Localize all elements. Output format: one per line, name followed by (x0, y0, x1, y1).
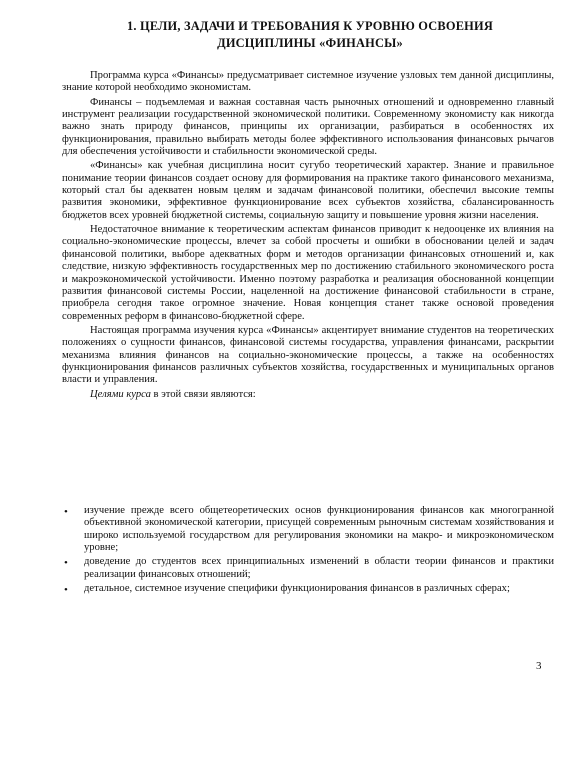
bullet-icon: • (64, 506, 68, 518)
goals-intro-paragraph (62, 389, 554, 401)
section-title-line-1: 1. ЦЕЛИ, ЗАДАЧИ И ТРЕБОВАНИЯ К УРОВНЮ ОСВОЕНИЯ (126, 19, 494, 33)
page-number: 3 (536, 660, 542, 672)
paragraph: Недостаточное внимание к теоретическим аспектам финансов приводит к недооценке их влияния на социально-экономические процессы, влечет за собой просчеты и ошибки в обосновании целей и задач финансовой политики, выборе адекватных форм и методов организации финансовых отношений и, как следствие, низкую эффективность государственных мер по достижению стабильного экономического роста и макроэкономической устойчивости. Именно поэтому разработка и реализация обоснованной концепции развития финансовой системы России, нацеленной на достижение финансовой стабильности в стране, приобрела сегодня такое огромное значение. Новая концепция станет также основой проведения современных реформ в финансово-бюджетной сфере. (62, 224, 554, 322)
list-item-text: изучение прежде всего общетеоретических основ функционирования финансов как многогранной объективной экономической категории, присущей современным рыночным системам хозяйствования и широко используемой государством для регулирования экономики на макро- и микроэкономическом уровне; (84, 505, 554, 554)
paragraph: Программа курса «Финансы» предусматривает системное изучение узловых тем данной дисциплины, знание которой необходимо экономистам. (62, 70, 554, 94)
bullet-icon: • (64, 557, 68, 570)
paragraph: «Финансы» как учебная дисциплина носит сугубо теоретический характер. Знание и правильное понимание теории финансов создает основу для формирования на практике такого финансового механизма, который стал бы адекватен новым целям и задачам финансовой политики, обеспечил высокие темпы развития экономики, эффективное функционирование всех субъектов хозяйства, сбалансированность бюджетов всех уровней бюджетной системы, социальную защиту и повышение уровня жизни населения. (62, 160, 554, 221)
list-item (62, 583, 554, 595)
goals-list (62, 505, 554, 597)
list-item (62, 505, 554, 554)
list-item (62, 556, 554, 581)
list-item-text: доведение до студентов всех принципиальных изменений в области теории финансов и практики реализации финансовых отношений; (84, 556, 554, 580)
paragraph: Настоящая программа изучения курса «Финансы» акцентирует внимание студентов на теоретических положениях о сущности финансов, финансовой системы государства, управления финансами, раскрытии механизма влияния финансов на социально-экономические процессы, а также на особенностях функционирования финансов различных субъектов хозяйства, государственных и муниципальных органов власти и управления. (62, 324, 554, 386)
body-text (62, 70, 554, 403)
bullet-icon: • (64, 584, 68, 597)
goals-lead: Целями курса (90, 388, 151, 400)
section-title (70, 18, 550, 52)
goals-intro-text: в этой связи являются: (150, 388, 256, 400)
section-title-line-2: ДИСЦИПЛИНЫ «ФИНАНСЫ» (217, 36, 403, 50)
list-item-text: детальное, системное изучение специфики функционирования финансов в различных сферах; (84, 583, 510, 595)
paragraph: Финансы – подъемлемая и важная составная часть рыночных отношений и одновременно главный инструмент реализации государственной экономической политики. Современному экономисту как никогда важно знать природу финансов, принципы их организации, разбираться в особенностях их функционирования, правильно выбирать методы более эффективного использования финансовых рычагов для обеспечения устойчивости и стабильности экономической среды. (62, 96, 554, 158)
